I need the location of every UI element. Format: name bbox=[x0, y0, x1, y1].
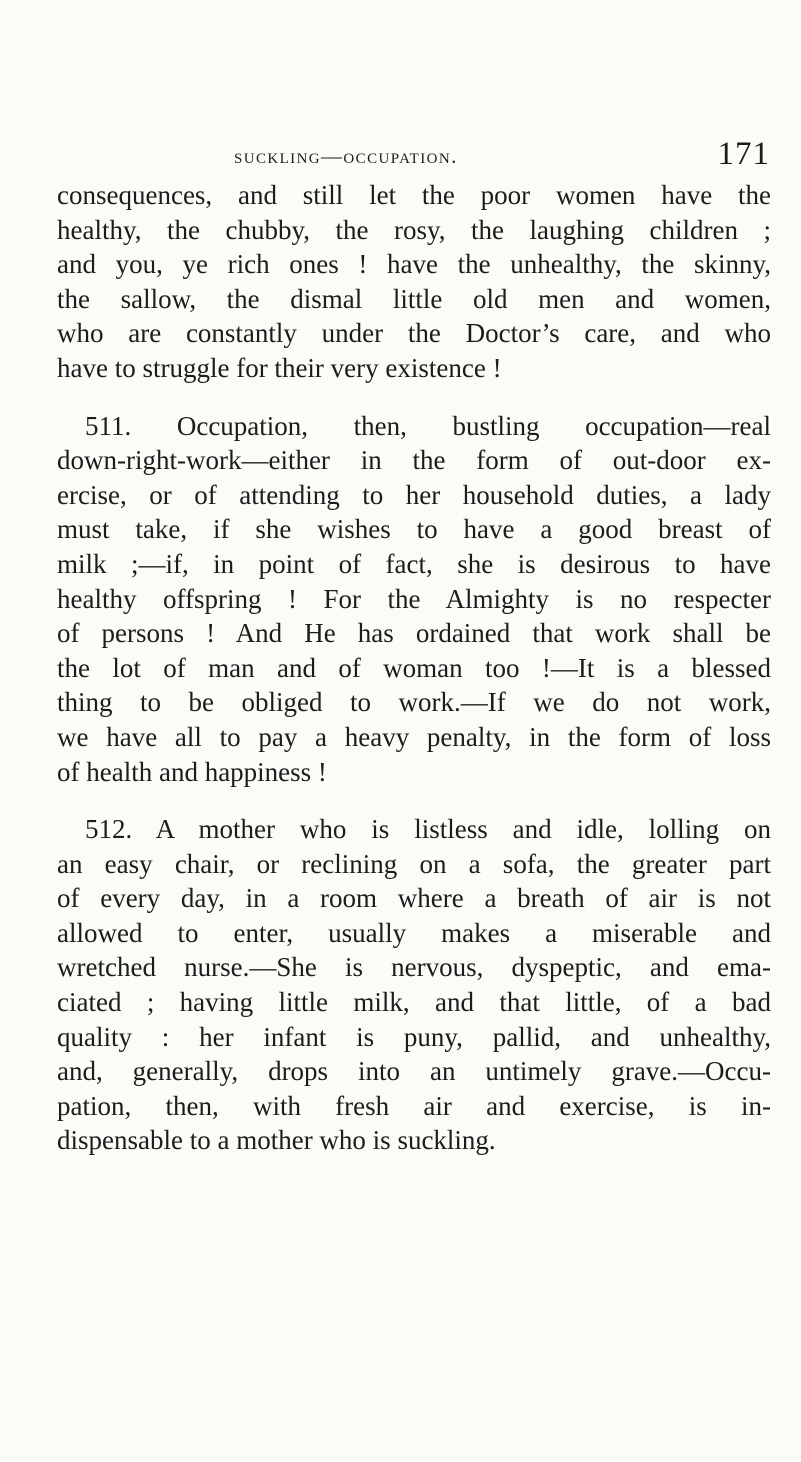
text-line: we have all to pay a heavy penalty, in the form of loss bbox=[57, 721, 771, 752]
text-line: the sallow, the dismal little old men and women, bbox=[57, 283, 771, 314]
paragraph-511 bbox=[57, 409, 771, 790]
text-line: 511. Occupation, then, bustling occupation—real bbox=[85, 410, 771, 441]
text-line: healthy, the chubby, the rosy, the laughing children ; bbox=[57, 214, 771, 245]
text-line: 512. A mother who is listless and idle, lolling on bbox=[85, 814, 771, 845]
text-line: wretched nurse.—She is nervous, dyspeptic, and ema- bbox=[57, 952, 771, 983]
running-head: suckling—occupation. bbox=[234, 144, 458, 168]
page-number: 171 bbox=[717, 136, 770, 172]
text-line: the lot of man and of woman too !—It is a blessed bbox=[57, 652, 771, 683]
text-line: of every day, in a room where a breath of air is not bbox=[57, 883, 771, 914]
text-line: ciated ; having little milk, and that little, of a bad bbox=[57, 987, 771, 1018]
text-line: healthy offspring ! For the Almighty is no respecter bbox=[57, 583, 771, 614]
text-line: thing to be obliged to work.—If we do not work, bbox=[57, 687, 771, 718]
text-line: down-right-work—either in the form of out-door ex- bbox=[57, 445, 771, 476]
text-line: allowed to enter, usually makes a miserable and bbox=[57, 917, 771, 948]
text-line: consequences, and still let the poor women have the bbox=[57, 180, 771, 210]
paragraph-512 bbox=[57, 812, 771, 1158]
text-line: who are constantly under the Doctor’s care, and who bbox=[57, 318, 771, 349]
text-line: dispensable to a mother who is suckling. bbox=[57, 1125, 496, 1156]
text-line: of health and happiness ! bbox=[57, 756, 327, 787]
text-line: and, generally, drops into an untimely grave.—Occu- bbox=[57, 1056, 771, 1087]
text-line: milk ;—if, in point of fact, she is desirous to have bbox=[57, 548, 771, 579]
body-text bbox=[57, 178, 771, 1158]
text-line: have to struggle for their very existence ! bbox=[57, 352, 502, 383]
text-line: of persons ! And He has ordained that work shall be bbox=[57, 618, 771, 649]
text-line: and you, ye rich ones ! have the unhealthy, the skinny, bbox=[57, 249, 771, 280]
text-line: an easy chair, or reclining on a sofa, the greater part bbox=[57, 848, 771, 879]
text-line: must take, if she wishes to have a good breast of bbox=[57, 514, 771, 545]
text-line: pation, then, with fresh air and exercise, is in- bbox=[57, 1090, 771, 1121]
text-line: quality : her infant is puny, pallid, and unhealthy, bbox=[57, 1021, 771, 1052]
paragraph-continuation bbox=[57, 178, 771, 386]
page-header bbox=[60, 136, 770, 170]
text-line: ercise, or of attending to her household duties, a lady bbox=[57, 479, 771, 510]
